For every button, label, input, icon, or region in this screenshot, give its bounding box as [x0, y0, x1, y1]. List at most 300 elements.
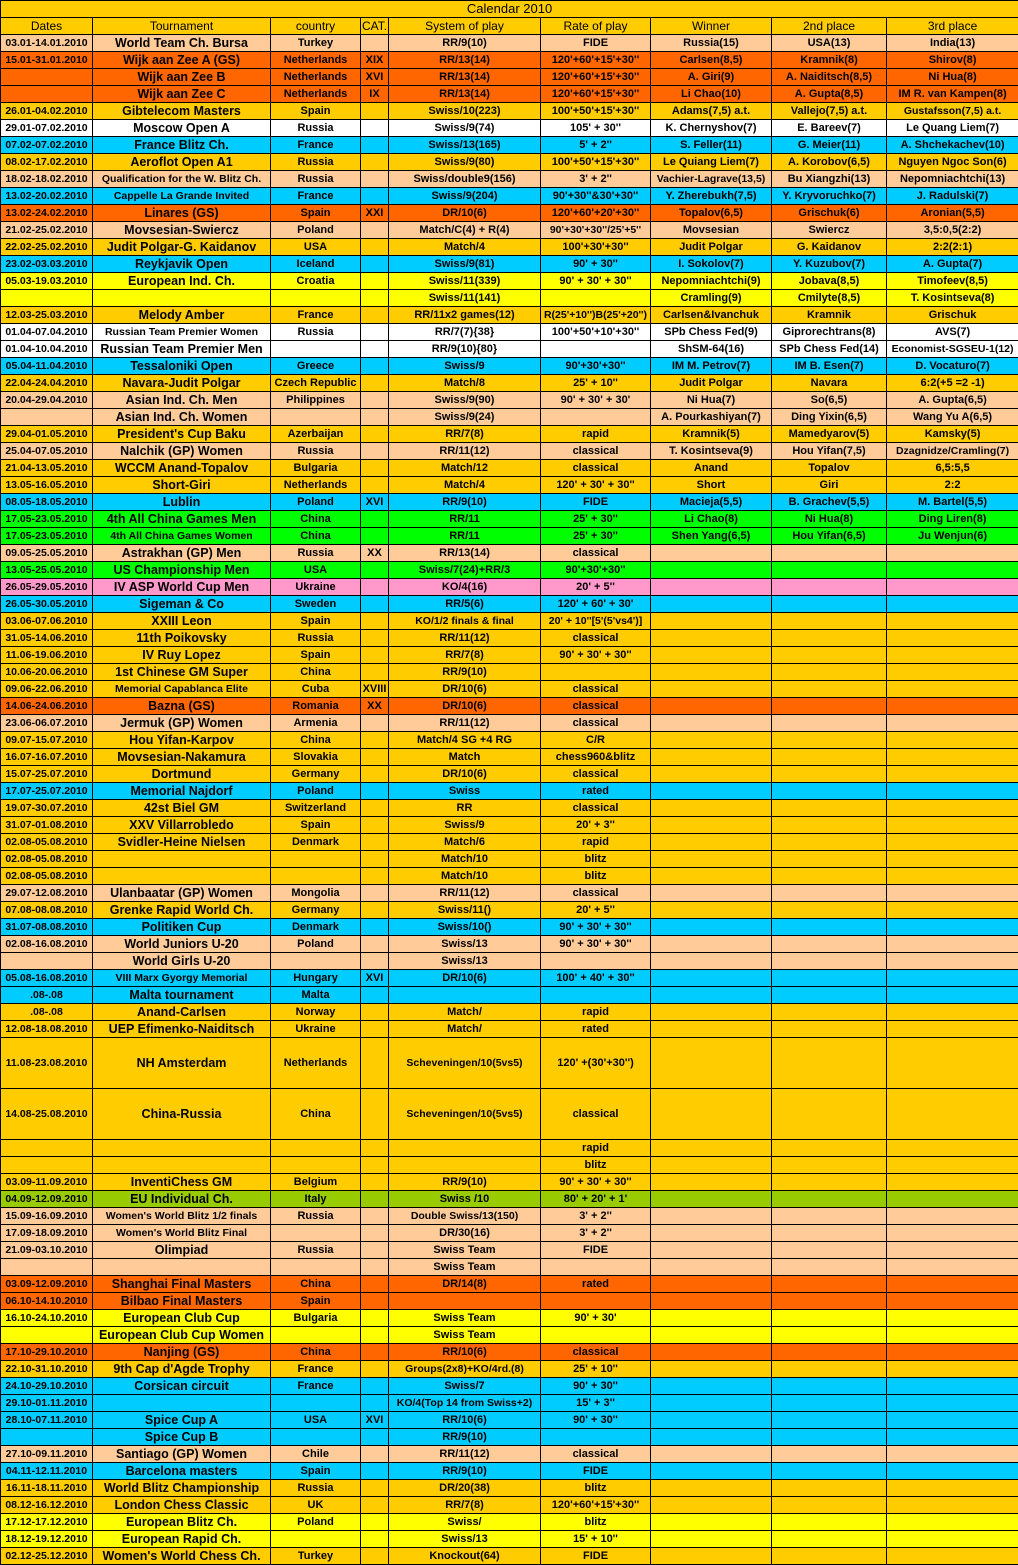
- winner-cell: [651, 647, 772, 664]
- cat-cell: [361, 613, 389, 630]
- third-place-cell: [887, 1242, 1018, 1259]
- dates-cell: 01.04-10.04.2010: [1, 341, 93, 358]
- cat-cell: [361, 188, 389, 205]
- country-cell: Poland: [271, 936, 361, 953]
- system-cell: Swiss/11(141): [389, 290, 541, 307]
- table-row: [1, 1548, 1018, 1565]
- dates-cell: 15.07-25.07.2010: [1, 766, 93, 783]
- dates-cell: .08-.08: [1, 987, 93, 1004]
- rate-cell: 3' + 2'': [541, 171, 651, 188]
- tournament-cell: Grenke Rapid World Ch.: [93, 902, 271, 919]
- second-place-cell: Y. Kuzubov(7): [772, 256, 887, 273]
- system-cell: Match/8: [389, 375, 541, 392]
- table-row: [1, 137, 1018, 154]
- country-cell: [271, 409, 361, 426]
- tournament-cell: Russian Team Premier Men: [93, 341, 271, 358]
- third-place-cell: [887, 1225, 1018, 1242]
- system-cell: RR/5(6): [389, 596, 541, 613]
- winner-cell: [651, 1038, 772, 1089]
- system-cell: RR/13(14): [389, 86, 541, 103]
- tournament-cell: UEP Efimenko-Naiditsch: [93, 1021, 271, 1038]
- system-cell: RR/9(10): [389, 1463, 541, 1480]
- country-cell: Malta: [271, 987, 361, 1004]
- dates-cell: 19.07-30.07.2010: [1, 800, 93, 817]
- tournament-cell: Nanjing (GS): [93, 1344, 271, 1361]
- system-cell: RR/11: [389, 511, 541, 528]
- dates-cell: [1, 1327, 93, 1344]
- rate-cell: 100'+50'+15'+30'': [541, 103, 651, 120]
- country-cell: Czech Republic: [271, 375, 361, 392]
- dates-cell: 31.05-14.06.2010: [1, 630, 93, 647]
- system-cell: RR/13(14): [389, 545, 541, 562]
- cat-cell: [361, 324, 389, 341]
- rate-cell: rapid: [541, 1004, 651, 1021]
- tournament-cell: 1st Chinese GM Super: [93, 664, 271, 681]
- cat-cell: [361, 868, 389, 885]
- rate-cell: FIDE: [541, 1463, 651, 1480]
- second-place-cell: [772, 1174, 887, 1191]
- tournament-cell: Spice Cup B: [93, 1429, 271, 1446]
- third-place-cell: [887, 953, 1018, 970]
- tournament-cell: WCCM Anand-Topalov: [93, 460, 271, 477]
- second-place-cell: SPb Chess Fed(14): [772, 341, 887, 358]
- third-place-cell: [887, 1293, 1018, 1310]
- table-row: [1, 1191, 1018, 1208]
- table-row: [1, 1361, 1018, 1378]
- country-cell: Russia: [271, 1208, 361, 1225]
- system-cell: Swiss/10(223): [389, 103, 541, 120]
- cat-cell: [361, 1242, 389, 1259]
- country-cell: Russia: [271, 443, 361, 460]
- second-place-cell: [772, 545, 887, 562]
- dates-cell: 18.12-19.12.2010: [1, 1531, 93, 1548]
- tournament-cell: Shanghai Final Masters: [93, 1276, 271, 1293]
- table-row: [1, 749, 1018, 766]
- table-row: [1, 222, 1018, 239]
- country-cell: Netherlands: [271, 86, 361, 103]
- table-row: [1, 902, 1018, 919]
- cat-cell: [361, 851, 389, 868]
- winner-cell: [651, 817, 772, 834]
- second-place-cell: [772, 766, 887, 783]
- second-place-cell: [772, 953, 887, 970]
- system-cell: Swiss/9(204): [389, 188, 541, 205]
- country-cell: Bulgaria: [271, 460, 361, 477]
- second-place-cell: Vallejo(7,5) a.t.: [772, 103, 887, 120]
- system-cell: Match/: [389, 1004, 541, 1021]
- system-cell: Swiss/9(81): [389, 256, 541, 273]
- winner-cell: [651, 1395, 772, 1412]
- country-cell: Chile: [271, 1446, 361, 1463]
- country-cell: Russia: [271, 154, 361, 171]
- rate-cell: 90' + 30' + 30'': [541, 919, 651, 936]
- rate-cell: 90'+30''&30'+30'': [541, 188, 651, 205]
- country-cell: Philippines: [271, 392, 361, 409]
- cat-cell: [361, 1021, 389, 1038]
- rate-cell: 3' + 2'': [541, 1208, 651, 1225]
- winner-cell: [651, 1378, 772, 1395]
- cat-cell: [361, 256, 389, 273]
- table-row: [1, 800, 1018, 817]
- dates-cell: 08.05-18.05.2010: [1, 494, 93, 511]
- country-cell: Netherlands: [271, 52, 361, 69]
- country-cell: Spain: [271, 1293, 361, 1310]
- cat-cell: [361, 1497, 389, 1514]
- system-cell: Double Swiss/13(150): [389, 1208, 541, 1225]
- system-cell: DR/10(6): [389, 681, 541, 698]
- table-row: [1, 1531, 1018, 1548]
- third-place-cell: Aronian(5,5): [887, 205, 1018, 222]
- tournament-cell: EU Individual Ch.: [93, 1191, 271, 1208]
- tournament-cell: Anand-Carlsen: [93, 1004, 271, 1021]
- dates-cell: 22.02-25.02.2010: [1, 239, 93, 256]
- cat-cell: XVI: [361, 69, 389, 86]
- second-place-cell: USA(13): [772, 35, 887, 52]
- system-cell: Scheveningen/10(5vs5): [389, 1038, 541, 1089]
- second-place-cell: So(6,5): [772, 392, 887, 409]
- dates-cell: 31.07-01.08.2010: [1, 817, 93, 834]
- winner-cell: [651, 1242, 772, 1259]
- dates-cell: 17.12-17.12.2010: [1, 1514, 93, 1531]
- cat-cell: [361, 1378, 389, 1395]
- third-place-cell: [887, 936, 1018, 953]
- system-cell: Swiss/9(24): [389, 409, 541, 426]
- dates-cell: [1, 290, 93, 307]
- rate-cell: [541, 1293, 651, 1310]
- table-row: [1, 698, 1018, 715]
- tournament-cell: Dortmund: [93, 766, 271, 783]
- cat-cell: [361, 902, 389, 919]
- second-place-cell: Topalov: [772, 460, 887, 477]
- system-cell: RR/11(12): [389, 443, 541, 460]
- table-row: [1, 1344, 1018, 1361]
- rate-cell: rapid: [541, 1140, 651, 1157]
- tournament-cell: Wijk aan Zee C: [93, 86, 271, 103]
- cat-cell: [361, 392, 389, 409]
- third-place-cell: [887, 766, 1018, 783]
- system-cell: Swiss/13(165): [389, 137, 541, 154]
- system-cell: RR/11: [389, 528, 541, 545]
- country-cell: France: [271, 307, 361, 324]
- second-place-cell: [772, 630, 887, 647]
- cat-cell: [361, 800, 389, 817]
- dates-cell: 02.12-25.12.2010: [1, 1548, 93, 1565]
- tournament-cell: Reykjavik Open: [93, 256, 271, 273]
- winner-cell: [651, 579, 772, 596]
- dates-cell: 03.09-11.09.2010: [1, 1174, 93, 1191]
- cat-cell: [361, 936, 389, 953]
- dates-cell: 21.02-25.02.2010: [1, 222, 93, 239]
- third-place-cell: [887, 885, 1018, 902]
- country-cell: China: [271, 1344, 361, 1361]
- tournament-cell: 42st Biel GM: [93, 800, 271, 817]
- dates-cell: 09.05-25.05.2010: [1, 545, 93, 562]
- header-winner: Winner: [651, 18, 772, 35]
- country-cell: Norway: [271, 1004, 361, 1021]
- dates-cell: [1, 1259, 93, 1276]
- third-place-cell: [887, 902, 1018, 919]
- country-cell: Poland: [271, 1514, 361, 1531]
- country-cell: Croatia: [271, 273, 361, 290]
- system-cell: Swiss: [389, 783, 541, 800]
- rate-cell: 90'+30'+30'': [541, 562, 651, 579]
- tournament-cell: Tessaloniki Open: [93, 358, 271, 375]
- cat-cell: [361, 290, 389, 307]
- second-place-cell: B. Grachev(5,5): [772, 494, 887, 511]
- dates-cell: [1, 953, 93, 970]
- second-place-cell: [772, 613, 887, 630]
- second-place-cell: Ni Hua(8): [772, 511, 887, 528]
- rate-cell: 25' + 10'': [541, 1361, 651, 1378]
- tournament-cell: Corsican circuit: [93, 1378, 271, 1395]
- second-place-cell: Hou Yifan(7,5): [772, 443, 887, 460]
- rate-cell: 3' + 2'': [541, 1225, 651, 1242]
- system-cell: Swiss/9: [389, 358, 541, 375]
- system-cell: RR/9(10){80}: [389, 341, 541, 358]
- dates-cell: 16.07-16.07.2010: [1, 749, 93, 766]
- table-row: [1, 341, 1018, 358]
- country-cell: Denmark: [271, 919, 361, 936]
- third-place-cell: IM R. van Kampen(8): [887, 86, 1018, 103]
- country-cell: Spain: [271, 647, 361, 664]
- tournament-cell: IV ASP World Cup Men: [93, 579, 271, 596]
- country-cell: China: [271, 511, 361, 528]
- country-cell: Russia: [271, 1242, 361, 1259]
- system-cell: Match/4: [389, 239, 541, 256]
- table-row: [1, 35, 1018, 52]
- rate-cell: 80' + 20' + 1': [541, 1191, 651, 1208]
- table-row: [1, 494, 1018, 511]
- system-cell: DR/10(6): [389, 766, 541, 783]
- cat-cell: [361, 953, 389, 970]
- tournament-cell: NH Amsterdam: [93, 1038, 271, 1089]
- dates-cell: [1, 1429, 93, 1446]
- second-place-cell: [772, 1021, 887, 1038]
- system-cell: RR: [389, 800, 541, 817]
- third-place-cell: 6:2(+5 =2 -1): [887, 375, 1018, 392]
- system-cell: RR/10(6): [389, 1344, 541, 1361]
- third-place-cell: Nepomniachtchi(13): [887, 171, 1018, 188]
- country-cell: Poland: [271, 783, 361, 800]
- dates-cell: 02.08-16.08.2010: [1, 936, 93, 953]
- rate-cell: 90' + 30'': [541, 256, 651, 273]
- second-place-cell: [772, 1514, 887, 1531]
- table-row: [1, 1429, 1018, 1446]
- second-place-cell: [772, 1327, 887, 1344]
- winner-cell: Russia(15): [651, 35, 772, 52]
- rate-cell: blitz: [541, 1157, 651, 1174]
- table-row: [1, 307, 1018, 324]
- table-row: [1, 885, 1018, 902]
- winner-cell: Li Chao(8): [651, 511, 772, 528]
- second-place-cell: Giprorechtrans(8): [772, 324, 887, 341]
- rate-cell: [541, 664, 651, 681]
- second-place-cell: [772, 987, 887, 1004]
- second-place-cell: Navara: [772, 375, 887, 392]
- country-cell: [271, 1157, 361, 1174]
- third-place-cell: [887, 1038, 1018, 1089]
- cat-cell: [361, 1174, 389, 1191]
- dates-cell: 15.09-16.09.2010: [1, 1208, 93, 1225]
- country-cell: Russia: [271, 171, 361, 188]
- rate-cell: [541, 1429, 651, 1446]
- tournament-cell: London Chess Classic: [93, 1497, 271, 1514]
- cat-cell: [361, 511, 389, 528]
- country-cell: Spain: [271, 817, 361, 834]
- cat-cell: [361, 375, 389, 392]
- tournament-cell: France Blitz Ch.: [93, 137, 271, 154]
- system-cell: Swiss/13: [389, 1531, 541, 1548]
- system-cell: RR/11(12): [389, 715, 541, 732]
- tournament-cell: XXIII Leon: [93, 613, 271, 630]
- rate-cell: 20' + 10''[5'(5'vs4')]: [541, 613, 651, 630]
- system-cell: Match/6: [389, 834, 541, 851]
- cat-cell: [361, 103, 389, 120]
- rate-cell: 120'+60'+15'+30'': [541, 69, 651, 86]
- country-cell: China: [271, 1276, 361, 1293]
- dates-cell: 07.02-07.02.2010: [1, 137, 93, 154]
- header-dates: Dates: [1, 18, 93, 35]
- third-place-cell: [887, 715, 1018, 732]
- country-cell: Turkey: [271, 1548, 361, 1565]
- rate-cell: blitz: [541, 851, 651, 868]
- system-cell: Match/12: [389, 460, 541, 477]
- cat-cell: [361, 239, 389, 256]
- third-place-cell: AVS(7): [887, 324, 1018, 341]
- third-place-cell: Grischuk: [887, 307, 1018, 324]
- winner-cell: [651, 1191, 772, 1208]
- tournament-cell: VIII Marx Gyorgy Memorial: [93, 970, 271, 987]
- winner-cell: [651, 1208, 772, 1225]
- winner-cell: Shen Yang(6,5): [651, 528, 772, 545]
- table-row: [1, 664, 1018, 681]
- winner-cell: Kramnik(5): [651, 426, 772, 443]
- rate-cell: classical: [541, 698, 651, 715]
- country-cell: Spain: [271, 1463, 361, 1480]
- cat-cell: [361, 1089, 389, 1140]
- country-cell: [271, 851, 361, 868]
- third-place-cell: Nguyen Ngoc Son(6): [887, 154, 1018, 171]
- second-place-cell: [772, 579, 887, 596]
- dates-cell: 06.10-14.10.2010: [1, 1293, 93, 1310]
- dates-cell: 02.08-05.08.2010: [1, 834, 93, 851]
- tournament-cell: Gibtelecom Masters: [93, 103, 271, 120]
- rate-cell: 90' + 30'': [541, 1412, 651, 1429]
- system-cell: Match/10: [389, 851, 541, 868]
- rate-cell: classical: [541, 800, 651, 817]
- rate-cell: classical: [541, 545, 651, 562]
- tournament-cell: 4th All China Games Men: [93, 511, 271, 528]
- rate-cell: 90' + 30' + 30'': [541, 273, 651, 290]
- system-cell: [389, 1140, 541, 1157]
- second-place-cell: [772, 596, 887, 613]
- tournament-cell: Bazna (GS): [93, 698, 271, 715]
- third-place-cell: Ni Hua(8): [887, 69, 1018, 86]
- cat-cell: XVI: [361, 494, 389, 511]
- third-place-cell: [887, 1208, 1018, 1225]
- winner-cell: [651, 1480, 772, 1497]
- tournament-cell: 9th Cap d'Agde Trophy: [93, 1361, 271, 1378]
- second-place-cell: [772, 1276, 887, 1293]
- tournament-cell: Women's World Blitz Final: [93, 1225, 271, 1242]
- third-place-cell: [887, 1327, 1018, 1344]
- second-place-cell: [772, 1531, 887, 1548]
- table-row: [1, 783, 1018, 800]
- country-cell: Italy: [271, 1191, 361, 1208]
- cat-cell: [361, 834, 389, 851]
- tournament-cell: European Club Cup Women: [93, 1327, 271, 1344]
- table-row: [1, 953, 1018, 970]
- table-row: [1, 1480, 1018, 1497]
- rate-cell: 90' + 30'': [541, 1378, 651, 1395]
- third-place-cell: [887, 1344, 1018, 1361]
- rate-cell: classical: [541, 1089, 651, 1140]
- dates-cell: 25.04-07.05.2010: [1, 443, 93, 460]
- country-cell: France: [271, 188, 361, 205]
- third-place-cell: Ju Wenjun(6): [887, 528, 1018, 545]
- table-row: [1, 562, 1018, 579]
- rate-cell: 120' + 60' + 30': [541, 596, 651, 613]
- table-row: [1, 528, 1018, 545]
- tournament-cell: Wijk aan Zee A (GS): [93, 52, 271, 69]
- rate-cell: 120'+60'+15'+30'': [541, 1497, 651, 1514]
- cat-cell: XXI: [361, 205, 389, 222]
- dates-cell: 22.10-31.10.2010: [1, 1361, 93, 1378]
- table-row: [1, 1038, 1018, 1089]
- tournament-cell: World Blitz Championship: [93, 1480, 271, 1497]
- rate-cell: [541, 987, 651, 1004]
- second-place-cell: [772, 1225, 887, 1242]
- country-cell: Sweden: [271, 596, 361, 613]
- country-cell: Armenia: [271, 715, 361, 732]
- country-cell: [271, 1327, 361, 1344]
- country-cell: Ukraine: [271, 579, 361, 596]
- tournament-cell: World Girls U-20: [93, 953, 271, 970]
- dates-cell: 21.09-03.10.2010: [1, 1242, 93, 1259]
- tournament-cell: Wijk aan Zee B: [93, 69, 271, 86]
- second-place-cell: [772, 970, 887, 987]
- dates-cell: 02.08-05.08.2010: [1, 851, 93, 868]
- second-place-cell: [772, 562, 887, 579]
- second-place-cell: [772, 1310, 887, 1327]
- country-cell: France: [271, 137, 361, 154]
- rate-cell: rapid: [541, 834, 651, 851]
- dates-cell: 11.08-23.08.2010: [1, 1038, 93, 1089]
- table-row: [1, 69, 1018, 86]
- third-place-cell: 6,5:5,5: [887, 460, 1018, 477]
- table-row: [1, 1225, 1018, 1242]
- tournament-cell: IV Ruy Lopez: [93, 647, 271, 664]
- cat-cell: [361, 477, 389, 494]
- system-cell: Swiss/9: [389, 817, 541, 834]
- table-row: [1, 239, 1018, 256]
- winner-cell: Nepomniachtchi(9): [651, 273, 772, 290]
- third-place-cell: 3,5:0,5(2:2): [887, 222, 1018, 239]
- second-place-cell: [772, 936, 887, 953]
- cat-cell: [361, 1276, 389, 1293]
- winner-cell: ShSM-64(16): [651, 341, 772, 358]
- system-cell: RR/11x2 games(12): [389, 307, 541, 324]
- country-cell: Mongolia: [271, 885, 361, 902]
- tournament-cell: Cappelle La Grande Invited: [93, 188, 271, 205]
- rate-cell: 90' + 30' + 30'': [541, 936, 651, 953]
- rate-cell: R(25'+10'')B(25'+20''): [541, 307, 651, 324]
- third-place-cell: 2:2: [887, 477, 1018, 494]
- dates-cell: 09.07-15.07.2010: [1, 732, 93, 749]
- country-cell: Russia: [271, 324, 361, 341]
- cat-cell: [361, 1344, 389, 1361]
- second-place-cell: [772, 1361, 887, 1378]
